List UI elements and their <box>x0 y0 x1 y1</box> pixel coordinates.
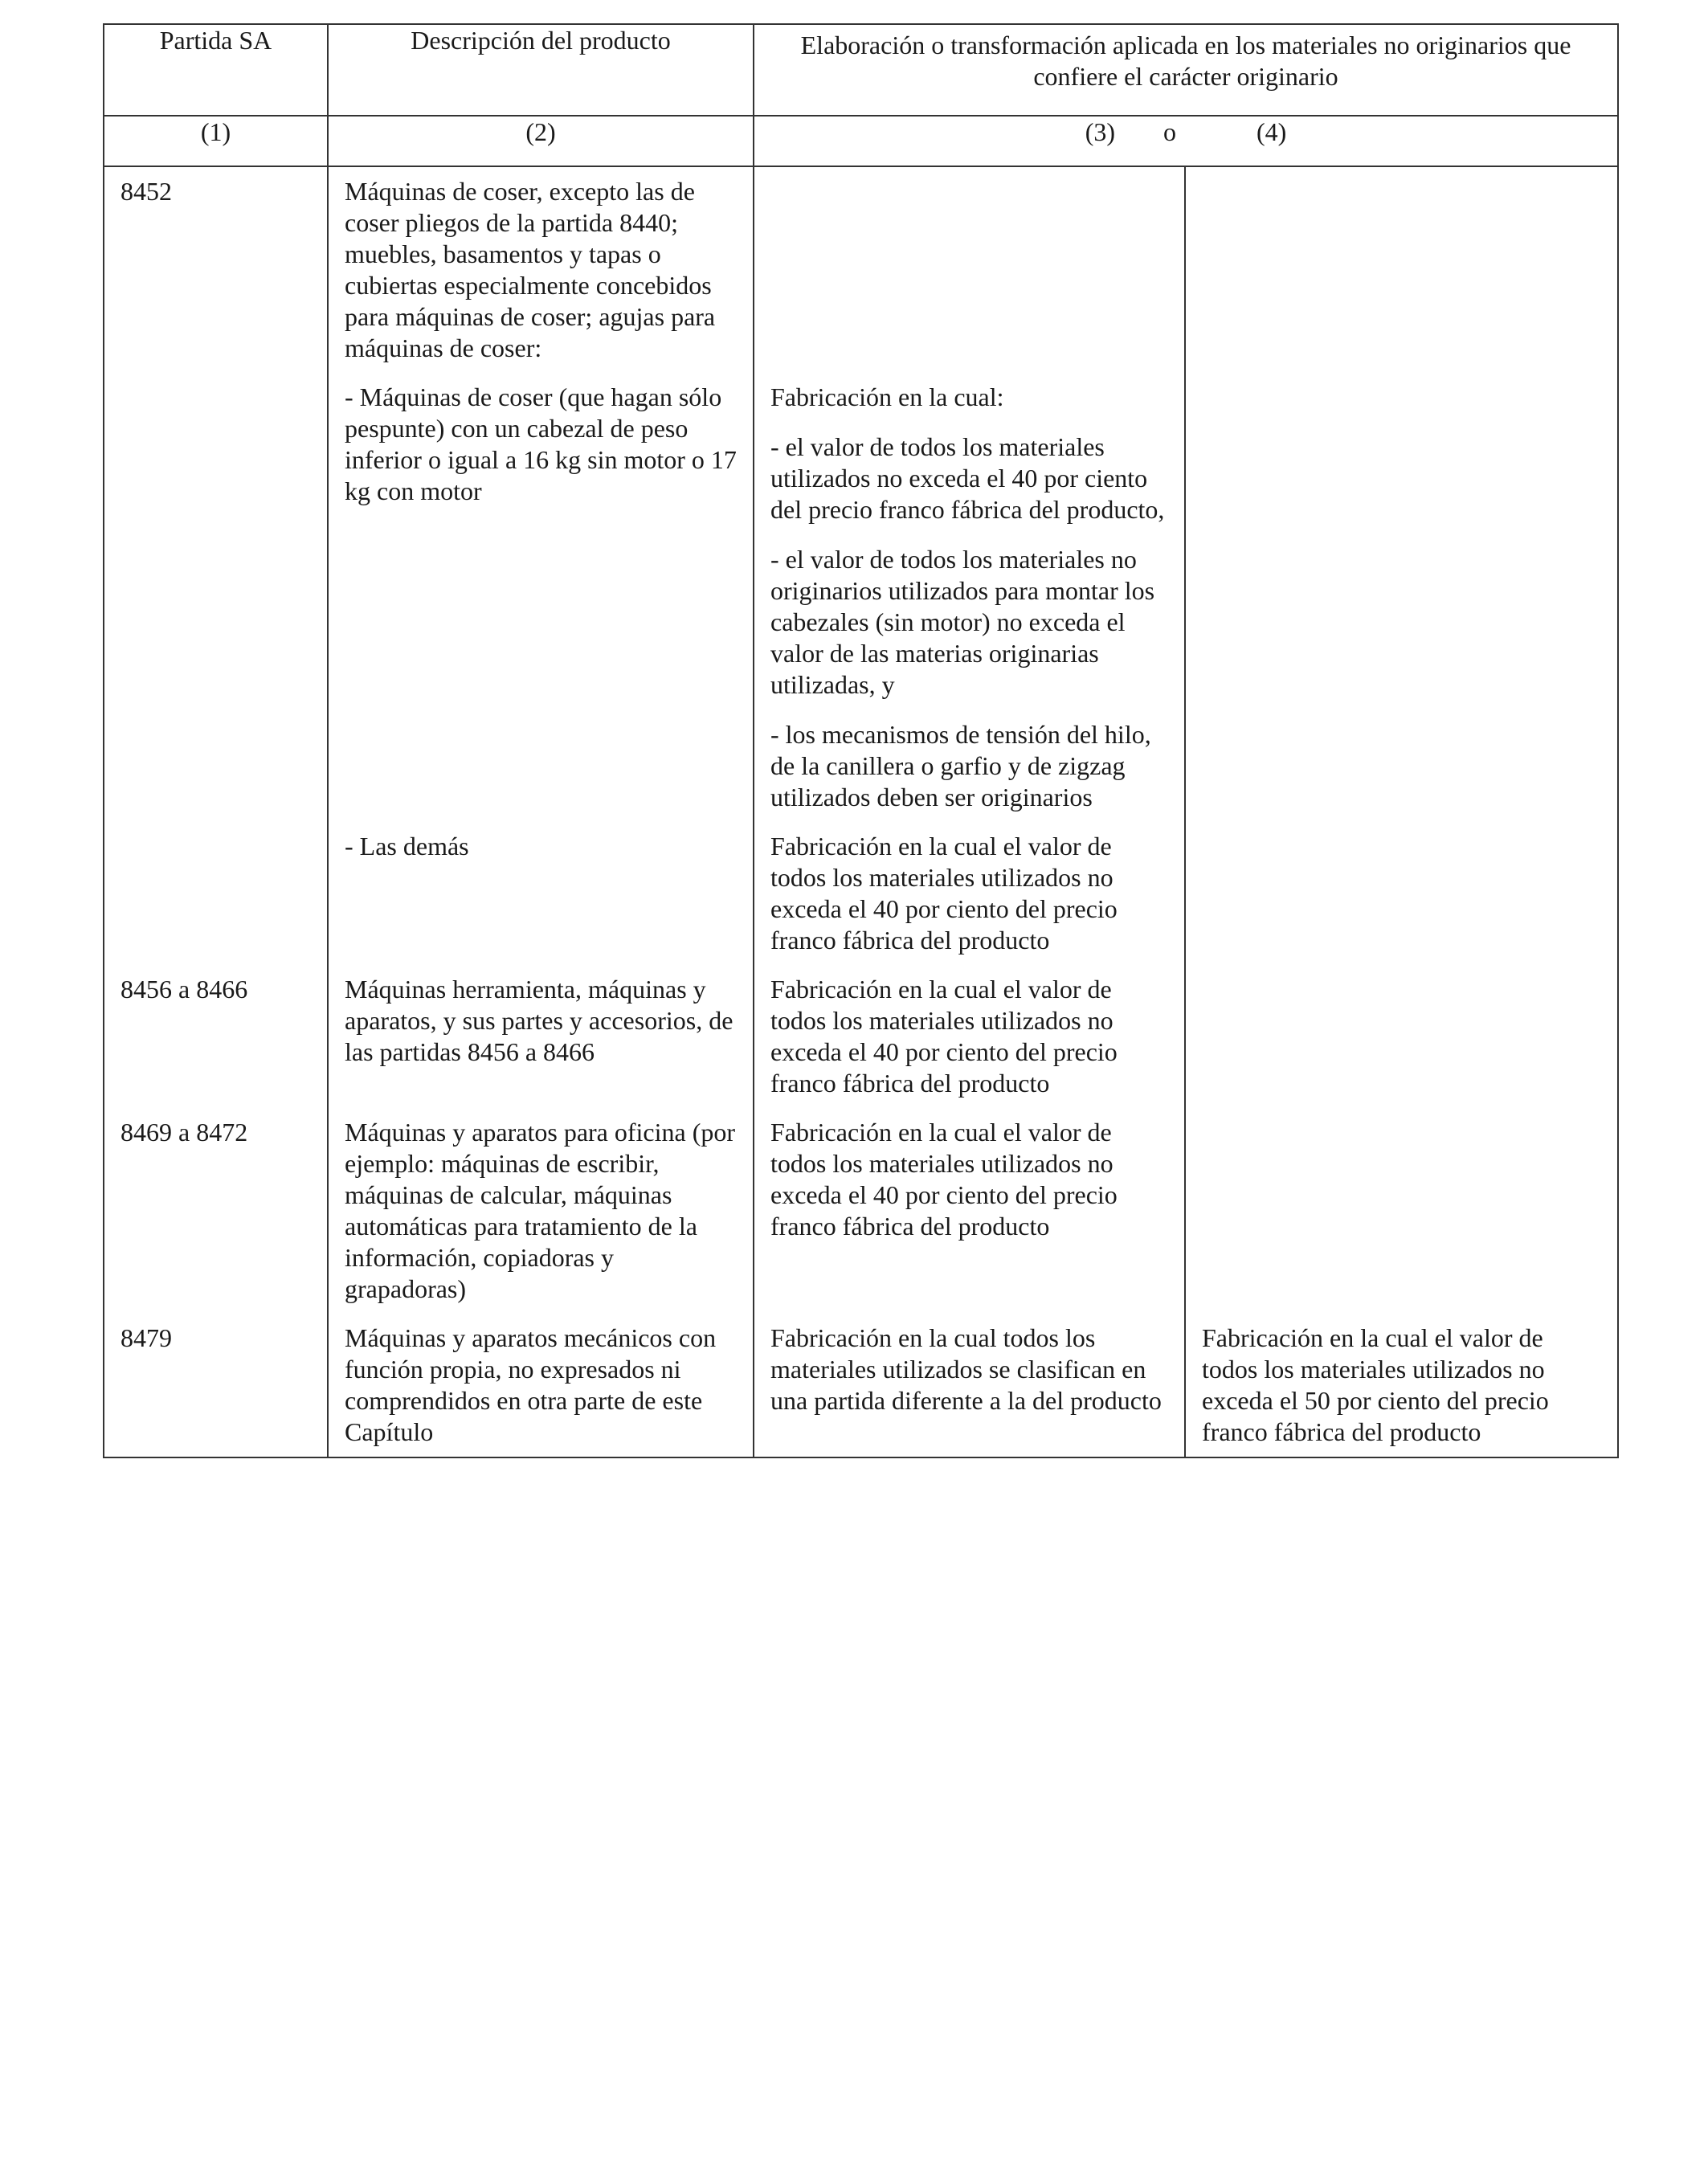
column-number-3-4 <box>754 116 1618 166</box>
table-row <box>104 1108 1618 1314</box>
table-row <box>104 373 1618 822</box>
rule-paragraph: Fabricación en la cual todos los materiales utilizados se clasifican en una partida diferente a la del producto <box>770 1323 1162 1415</box>
product-description-cell <box>328 822 754 965</box>
rule-column-3-cell <box>754 1108 1185 1314</box>
column-number-row <box>104 116 1618 166</box>
column-number-4: (4) <box>1256 117 1287 146</box>
rule-column-4-cell-text <box>1202 822 1601 840</box>
rule-column-3-cell-text <box>770 822 1168 965</box>
header-descripcion: Descripción del producto <box>328 24 754 116</box>
rule-column-4-cell <box>1185 965 1618 1108</box>
rule-paragraph: - el valor de todos los materiales no originarios utilizados para montar los cabezales (sin motor) no exceda el valor de las materias originarias utilizadas, y <box>770 545 1155 699</box>
rule-column-4-cell-text <box>1202 965 1601 983</box>
rule-column-4-cell-text <box>1202 167 1601 185</box>
rule-column-4-cell-text <box>1202 373 1601 390</box>
product-description-cell-text: Máquinas de coser, excepto las de coser pliegos de la partida 8440; muebles, basamentos y tapas o cubiertas especialmente concebidos para máquinas de coser; agujas para máquinas de coser: <box>345 177 716 362</box>
hs-code-cell <box>104 822 328 965</box>
table-body <box>104 166 1618 1457</box>
rule-paragraph: - el valor de todos los materiales utilizados no exceda el 40 por ciento del precio franco fábrica del producto, <box>770 432 1165 524</box>
hs-code-cell <box>104 373 328 822</box>
column-number-separator: o <box>1163 117 1176 146</box>
rule-column-3-cell-text <box>770 965 1168 1108</box>
rule-column-3-cell-text <box>770 1108 1168 1251</box>
column-number-3: (3) <box>1085 117 1115 146</box>
rule-paragraph: Fabricación en la cual el valor de todos los materiales utilizados no exceda el 40 por ciento del precio franco fábrica del producto <box>770 832 1118 955</box>
hs-code-cell-text: 8452 <box>121 177 172 206</box>
hs-code-cell-text <box>121 822 311 840</box>
rule-column-3-cell-text <box>770 373 1168 822</box>
rule-column-3-cell <box>754 822 1185 965</box>
hs-code-cell-text: 8469 a 8472 <box>121 1118 248 1147</box>
hs-code-cell <box>104 965 328 1108</box>
rule-column-4-cell <box>1185 822 1618 965</box>
header-row <box>104 24 1618 116</box>
rule-column-3-cell <box>754 965 1185 1108</box>
product-description-cell-text: Máquinas y aparatos mecánicos con función propia, no expresados ni comprendidos en otra parte de este Capítulo <box>345 1323 717 1446</box>
hs-code-cell-text: 8479 <box>121 1323 172 1352</box>
column-number-1: (1) <box>104 116 328 166</box>
rule-paragraph: Fabricación en la cual el valor de todos los materiales utilizados no exceda el 40 por ciento del precio franco fábrica del producto <box>770 1118 1118 1241</box>
hs-code-cell <box>104 166 328 373</box>
rule-column-4-cell <box>1185 373 1618 822</box>
rule-column-3-cell-text <box>770 167 1168 185</box>
hs-code-cell <box>104 1108 328 1314</box>
hs-code-cell <box>104 1314 328 1457</box>
table-row <box>104 1314 1618 1457</box>
product-description-cell <box>328 1314 754 1457</box>
header-elaboracion: Elaboración o transformación aplicada en los materiales no originarios que confiere el carácter originario <box>754 24 1618 116</box>
rule-column-3-cell <box>754 373 1185 822</box>
product-description-cell <box>328 373 754 822</box>
product-description-cell <box>328 1108 754 1314</box>
rule-column-4-cell <box>1185 1108 1618 1314</box>
product-description-cell <box>328 166 754 373</box>
hs-code-cell-text: 8456 a 8466 <box>121 975 248 1004</box>
hs-code-cell-text <box>121 373 311 390</box>
rule-column-4-cell <box>1185 166 1618 373</box>
rule-paragraph: Fabricación en la cual el valor de todos los materiales utilizados no exceda el 40 por ciento del precio franco fábrica del producto <box>770 975 1118 1098</box>
rule-column-3-cell <box>754 1314 1185 1457</box>
product-description-cell-text: Máquinas y aparatos para oficina (por ejemplo: máquinas de escribir, máquinas de calcular, máquinas automáticas para tratamiento de la información, copiadoras y grapadoras) <box>345 1118 736 1303</box>
product-description-cell-text: - Las demás <box>345 832 469 861</box>
product-description-cell-text: - Máquinas de coser (que hagan sólo pespunte) con un cabezal de peso inferior o igual a 16 kg sin motor o 17 kg con motor <box>345 382 737 505</box>
rule-column-3-cell-text <box>770 1314 1168 1425</box>
rule-column-4-cell <box>1185 1314 1618 1457</box>
table-row <box>104 822 1618 965</box>
rule-paragraph: - los mecanismos de tensión del hilo, de la canillera o garfio y de zigzag utilizados deben ser originarios <box>770 720 1151 811</box>
header-partida-sa: Partida SA <box>104 24 328 116</box>
table-row <box>104 166 1618 373</box>
rule-column-3-cell <box>754 166 1185 373</box>
table-row <box>104 965 1618 1108</box>
product-description-cell <box>328 965 754 1108</box>
rule-column-4-cell-text <box>1202 1108 1601 1126</box>
rule-column-4-cell-text: Fabricación en la cual el valor de todos los materiales utilizados no exceda el 50 por ciento del precio franco fábrica del producto <box>1202 1323 1549 1446</box>
rule-paragraph: Fabricación en la cual: <box>770 382 1004 411</box>
column-number-2: (2) <box>328 116 754 166</box>
product-description-cell-text: Máquinas herramienta, máquinas y aparatos, y sus partes y accesorios, de las partidas 8456 a 8466 <box>345 975 733 1066</box>
origin-rules-table <box>103 23 1619 1458</box>
